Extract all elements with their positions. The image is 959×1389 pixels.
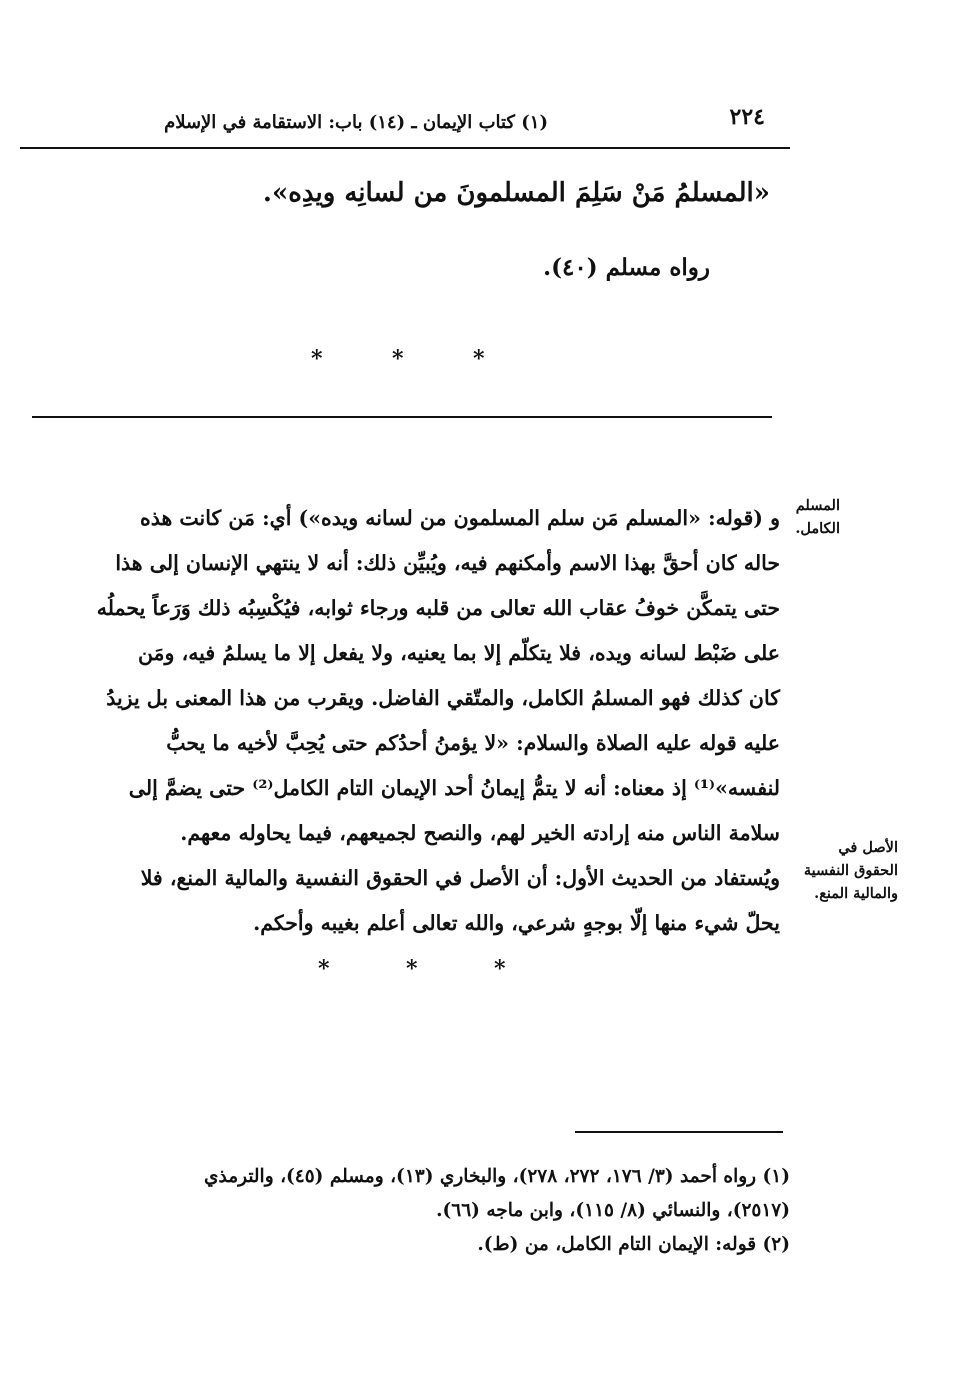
margin-note-line: والمالية المنع. xyxy=(814,885,898,902)
body-line: كان كذلك فهو المسلمُ الكامل، والمتّقي الفاضل. ويقرب من هذا المعنى بل يزيدُ xyxy=(106,686,780,710)
body-line: حتى يتمكَّن خوفُ عقاب الله تعالى من قلبه ورجاء ثوابه، فيُكْسِبُه ذلك وَرَعاً يحملُه xyxy=(96,596,780,620)
margin-note-perfect-muslim xyxy=(780,494,840,540)
footnote-line: (١) رواه أحمد (٣/ ١٧٦، ٢٧٢، ٢٧٨)، والبخاري (١٣)، ومسلم (٤٥)، والترمذي xyxy=(204,1166,790,1187)
footnote-line: (٢) قوله: الإيمان التام الكامل، من (ط). xyxy=(477,1234,790,1255)
margin-note-line: الكامل. xyxy=(795,520,840,537)
hadith-narration: رواه مسلم (٤٠). xyxy=(543,254,710,281)
separator-star: * xyxy=(473,346,485,372)
separator-star: * xyxy=(318,956,330,982)
separator-star: * xyxy=(494,956,506,982)
body-line: عليه قوله عليه الصلاة والسلام: «لا يؤمنُ أحدُكم حتى يُحِبَّ لأخيه ما يحبُّ xyxy=(166,731,780,755)
margin-note-line: المسلم xyxy=(795,497,840,514)
body-line: لنفسه»⁽¹⁾ إذ معناه: أنه لا يتمُّ إيمانُ أحد الإيمان التام الكامل⁽²⁾ حتى يضمَّ إلى xyxy=(128,776,780,800)
footnote-line: (٢٥١٧)، والنسائي (٨/ ١١٥)، وابن ماجه (٦٦). xyxy=(436,1200,790,1221)
body-line: سلامة الناس منه إرادته الخير لهم، والنصح لجميعهم، فيما يحاوله معهم. xyxy=(180,821,780,845)
body-line: ويُستفاد من الحديث الأول: أن الأصل في الحقوق النفسية والمالية المنع، فلا xyxy=(140,866,780,890)
commentary-body xyxy=(28,496,780,946)
footnotes xyxy=(35,1160,790,1262)
body-line: حاله كان أحقَّ بهذا الاسم وأمكنهم فيه، ويُبيِّن ذلك: أنه لا ينتهي الإنسان إلى هذا xyxy=(115,551,780,575)
body-line: على ضَبْط لسانه ويده، فلا يتكلّم إلا بما يعنيه، ولا يفعل إلا ما يسلمُ فيه، ومَن xyxy=(137,641,780,665)
running-title: (١) كتاب الإيمان ـ (١٤) باب: الاستقامة في الإسلام xyxy=(164,112,548,133)
page-number: ٢٢٤ xyxy=(729,104,765,130)
separator-star: * xyxy=(392,346,404,372)
body-line: و (قوله: «المسلم مَن سلم المسلمون من لسانه ويده») أي: مَن كانت هذه xyxy=(139,506,780,530)
body-line: يحلّ شيء منها إلّا بوجهٍ شرعي، والله تعالى أعلم بغيبه وأحكم. xyxy=(253,911,780,935)
margin-note-line: الحقوق النفسية xyxy=(803,862,898,879)
header-rule xyxy=(20,147,790,149)
footnote-rule xyxy=(575,1131,783,1133)
margin-note-rights-principle xyxy=(780,836,898,905)
hadith-text: «المسلمُ مَنْ سَلِمَ المسلمونَ من لسانِه ويدِه». xyxy=(262,178,770,208)
margin-note-line: الأصل في xyxy=(838,839,898,856)
separator-star: * xyxy=(406,956,418,982)
separator-star: * xyxy=(311,346,323,372)
section-rule xyxy=(32,416,772,418)
